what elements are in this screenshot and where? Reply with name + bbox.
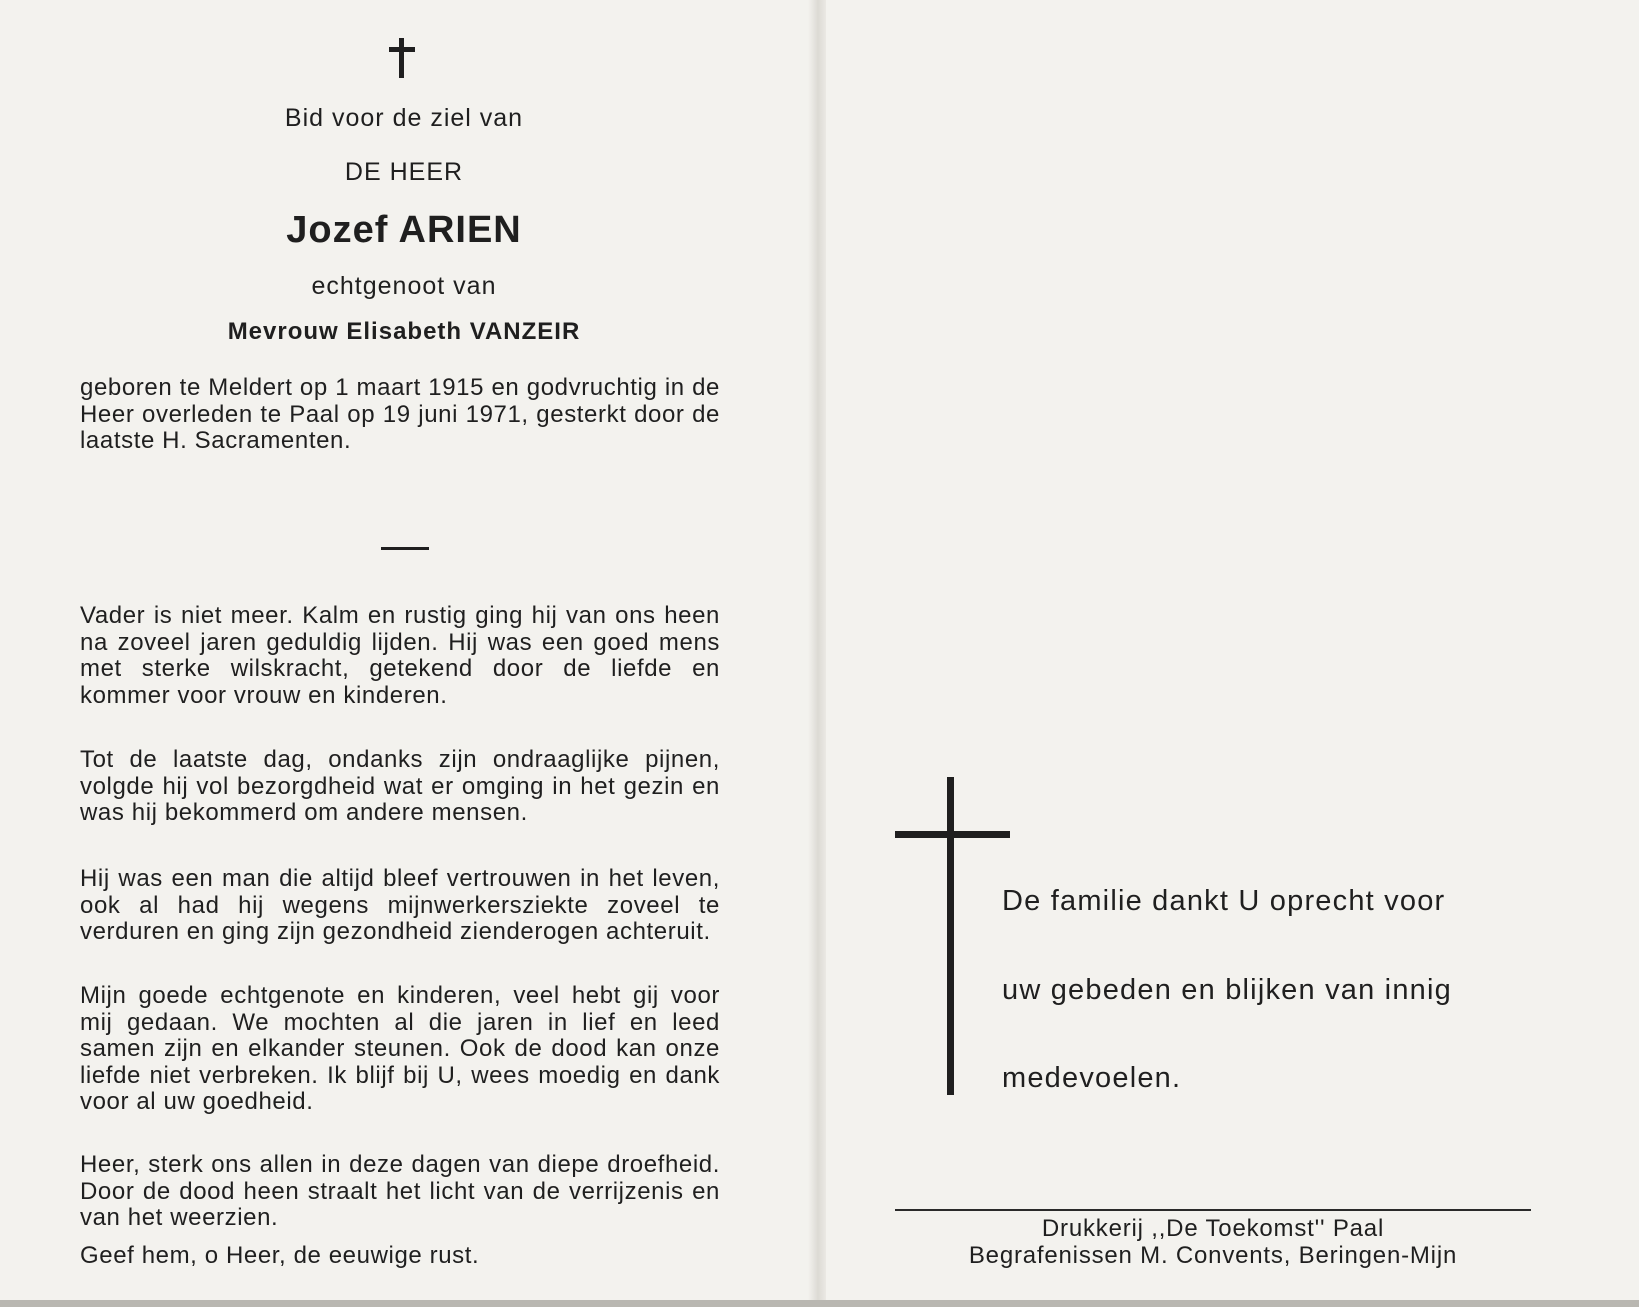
spouse-label: echtgenoot van	[311, 272, 497, 300]
thanks-line: uw gebeden en blijken van innig	[1002, 974, 1452, 1006]
large-cross-bar	[895, 831, 1010, 838]
divider	[381, 547, 429, 550]
deceased-name: Jozef ARIEN	[286, 209, 522, 251]
printer-credit: Drukkerij ,,De Toekomst'' Paal	[1041, 1215, 1385, 1242]
card-edge-shadow	[0, 1300, 1639, 1307]
thanks-line: De familie dankt U oprecht voor	[1002, 885, 1446, 917]
card-fold	[808, 0, 826, 1300]
honorific: DE HEER	[344, 158, 464, 186]
paragraph: Tot de laatste dag, ondanks zijn ondraaglijke pijnen, volgde hij vol bezorgdheid wat er omging in het gezin en was hij bekommerd om andere mensen.	[80, 746, 720, 826]
thanks-line: medevoelen.	[1002, 1062, 1182, 1094]
paragraph: Heer, sterk ons allen in deze dagen van diepe droefheid. Door de dood heen straalt het licht van de verrijzenis en van het weerzien.	[80, 1151, 720, 1231]
paragraph: Vader is niet meer. Kalm en rustig ging hij van ons heen na zoveel jaren geduldig lijden. Hij was een goed mens met sterke wilskracht, getekend door de liefde en kommer voor vrouw en kinderen.	[80, 602, 720, 709]
intro-text: Bid voor de ziel van	[284, 104, 524, 132]
paragraph: Hij was een man die altijd bleef vertrouwen in het leven, ook al had hij wegens mijnwerkersziekte zoveel te verduren en ging zijn gezondheid zienderogen achteruit.	[80, 865, 720, 945]
birth-death-text: geboren te Meldert op 1 maart 1915 en godvruchtig in de Heer overleden te Paal op 19 juni 1971, gesterkt door de laatste H. Sacramenten.	[80, 374, 720, 454]
spouse-name: Mevrouw Elisabeth VANZEIR	[227, 318, 581, 345]
undertaker-credit: Begrafenissen M. Convents, Beringen-Mijn	[968, 1242, 1458, 1269]
footer-rule	[895, 1209, 1531, 1211]
cross-icon	[384, 38, 420, 78]
paragraph: Mijn goede echtgenote en kinderen, veel hebt gij voor mij gedaan. We mochten al die jaren in lief en leed samen zijn en elkander steunen. Ook de dood kan onze liefde niet verbreken. Ik blijf bij U, wees moedig en dank voor al uw goedheid.	[80, 982, 720, 1115]
closing-prayer: Geef hem, o Heer, de eeuwige rust.	[80, 1242, 480, 1269]
large-cross-icon	[947, 777, 954, 1095]
